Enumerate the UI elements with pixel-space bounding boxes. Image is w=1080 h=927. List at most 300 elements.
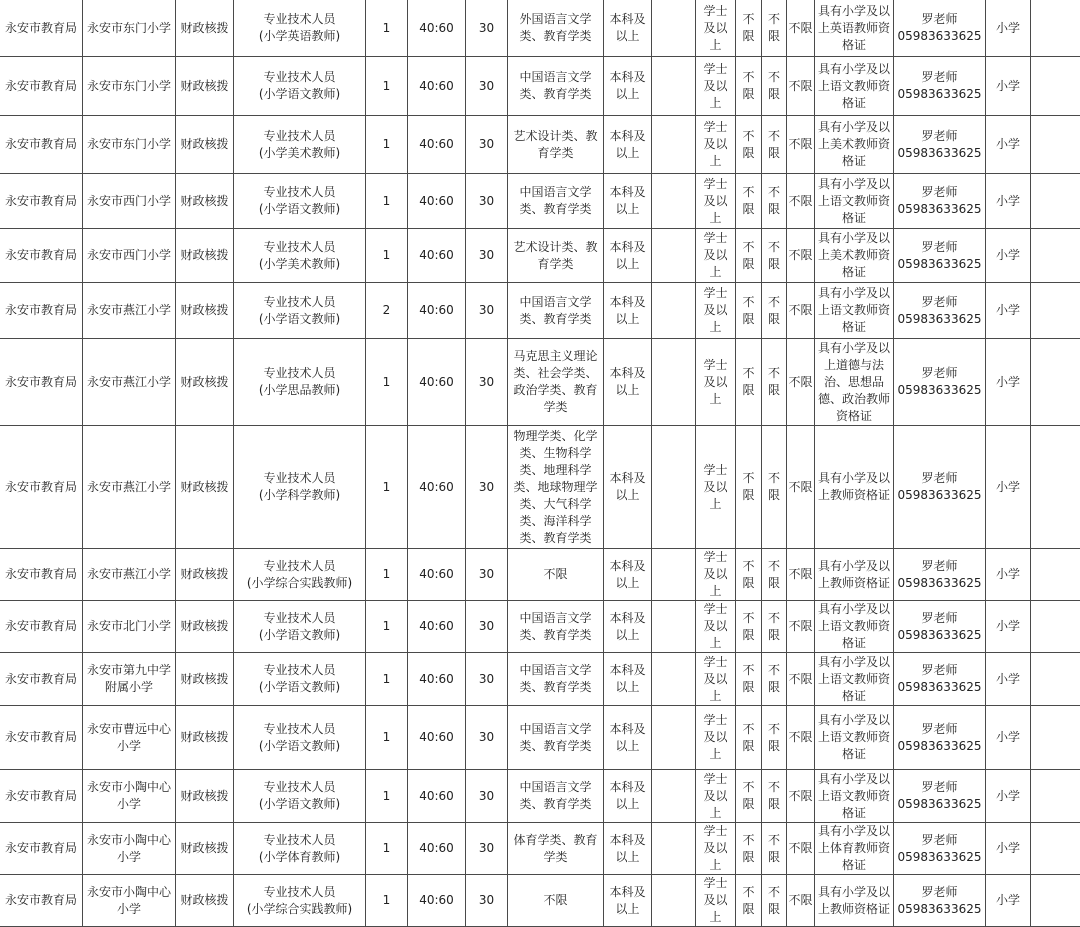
contact-name: 罗老师 — [896, 721, 983, 738]
degree-cell: 学士及以上 — [696, 339, 736, 426]
unrestricted-cell-1: 不限 — [736, 601, 762, 653]
education-cell: 本科及以上 — [604, 549, 652, 601]
post-detail: (小学语文教师) — [236, 738, 363, 755]
table-row — [0, 283, 1080, 339]
education-cell: 本科及以上 — [604, 229, 652, 283]
blank-cell — [652, 174, 696, 229]
post-detail: (小学语文教师) — [236, 201, 363, 218]
unrestricted-cell-1: 不限 — [736, 116, 762, 174]
age-cell: 30 — [466, 283, 508, 339]
major-cell: 体育学类、教育学类 — [508, 823, 604, 875]
unrestricted-cell-1: 不限 — [736, 653, 762, 706]
funding-cell: 财政核拨 — [176, 653, 234, 706]
contact-cell — [894, 174, 986, 229]
count-cell: 1 — [366, 549, 408, 601]
department-cell: 永安市教育局 — [0, 706, 83, 770]
unit-cell: 永安市燕江小学 — [83, 426, 176, 549]
major-cell: 中国语言文学类、教育学类 — [508, 706, 604, 770]
unrestricted-cell-1: 不限 — [736, 339, 762, 426]
contact-phone: 05983633625 — [896, 382, 983, 399]
age-cell: 30 — [466, 174, 508, 229]
unrestricted-cell-1: 不限 — [736, 770, 762, 823]
funding-cell: 财政核拨 — [176, 706, 234, 770]
contact-cell — [894, 823, 986, 875]
post-title: 专业技术人员 — [236, 610, 363, 627]
post-cell — [234, 823, 366, 875]
education-cell: 本科及以上 — [604, 116, 652, 174]
age-cell: 30 — [466, 0, 508, 57]
table-row — [0, 770, 1080, 823]
post-detail: (小学语文教师) — [236, 679, 363, 696]
unrestricted-cell-3: 不限 — [787, 770, 815, 823]
age-cell: 30 — [466, 426, 508, 549]
funding-cell: 财政核拨 — [176, 283, 234, 339]
contact-cell — [894, 339, 986, 426]
unrestricted-cell-1: 不限 — [736, 549, 762, 601]
age-cell: 30 — [466, 229, 508, 283]
certificate-cell: 具有小学及以上语文教师资格证 — [815, 653, 894, 706]
contact-phone: 05983633625 — [896, 849, 983, 866]
empty-cell — [1031, 426, 1080, 549]
unrestricted-cell-1: 不限 — [736, 174, 762, 229]
unit-cell: 永安市燕江小学 — [83, 339, 176, 426]
contact-name: 罗老师 — [896, 128, 983, 145]
unrestricted-cell-2: 不限 — [762, 339, 787, 426]
department-cell: 永安市教育局 — [0, 770, 83, 823]
unit-cell: 永安市东门小学 — [83, 116, 176, 174]
certificate-cell: 具有小学及以上语文教师资格证 — [815, 601, 894, 653]
post-cell — [234, 339, 366, 426]
level-cell: 小学 — [986, 174, 1031, 229]
post-cell — [234, 601, 366, 653]
contact-phone: 05983633625 — [896, 86, 983, 103]
blank-cell — [652, 57, 696, 116]
education-cell: 本科及以上 — [604, 174, 652, 229]
funding-cell: 财政核拨 — [176, 426, 234, 549]
empty-cell — [1031, 339, 1080, 426]
certificate-cell: 具有小学及以上语文教师资格证 — [815, 57, 894, 116]
ratio-cell: 40:60 — [408, 339, 466, 426]
post-title: 专业技术人员 — [236, 884, 363, 901]
unrestricted-cell-2: 不限 — [762, 229, 787, 283]
department-cell: 永安市教育局 — [0, 339, 83, 426]
post-detail: (小学语文教师) — [236, 86, 363, 103]
unrestricted-cell-2: 不限 — [762, 283, 787, 339]
ratio-cell: 40:60 — [408, 706, 466, 770]
post-detail: (小学语文教师) — [236, 796, 363, 813]
department-cell: 永安市教育局 — [0, 549, 83, 601]
post-detail: (小学语文教师) — [236, 311, 363, 328]
unrestricted-cell-2: 不限 — [762, 116, 787, 174]
blank-cell — [652, 601, 696, 653]
ratio-cell: 40:60 — [408, 770, 466, 823]
post-cell — [234, 116, 366, 174]
unrestricted-cell-1: 不限 — [736, 57, 762, 116]
table-row — [0, 601, 1080, 653]
ratio-cell: 40:60 — [408, 875, 466, 927]
unit-cell: 永安市燕江小学 — [83, 549, 176, 601]
post-detail: (小学语文教师) — [236, 627, 363, 644]
level-cell: 小学 — [986, 0, 1031, 57]
unrestricted-cell-3: 不限 — [787, 174, 815, 229]
post-cell — [234, 653, 366, 706]
blank-cell — [652, 706, 696, 770]
ratio-cell: 40:60 — [408, 57, 466, 116]
department-cell: 永安市教育局 — [0, 653, 83, 706]
contact-cell — [894, 875, 986, 927]
post-title: 专业技术人员 — [236, 239, 363, 256]
blank-cell — [652, 549, 696, 601]
post-detail: (小学思品教师) — [236, 382, 363, 399]
unrestricted-cell-3: 不限 — [787, 229, 815, 283]
age-cell: 30 — [466, 339, 508, 426]
table-row — [0, 116, 1080, 174]
post-cell — [234, 283, 366, 339]
department-cell: 永安市教育局 — [0, 875, 83, 927]
table-row — [0, 229, 1080, 283]
contact-cell — [894, 601, 986, 653]
count-cell: 1 — [366, 770, 408, 823]
count-cell: 1 — [366, 706, 408, 770]
certificate-cell: 具有小学及以上语文教师资格证 — [815, 706, 894, 770]
post-title: 专业技术人员 — [236, 11, 363, 28]
unrestricted-cell-1: 不限 — [736, 283, 762, 339]
post-detail: (小学美术教师) — [236, 256, 363, 273]
contact-cell — [894, 229, 986, 283]
empty-cell — [1031, 706, 1080, 770]
post-cell — [234, 57, 366, 116]
education-cell: 本科及以上 — [604, 706, 652, 770]
table-row — [0, 426, 1080, 549]
post-title: 专业技术人员 — [236, 128, 363, 145]
degree-cell: 学士及以上 — [696, 174, 736, 229]
age-cell: 30 — [466, 601, 508, 653]
level-cell: 小学 — [986, 875, 1031, 927]
contact-name: 罗老师 — [896, 69, 983, 86]
funding-cell: 财政核拨 — [176, 57, 234, 116]
contact-cell — [894, 549, 986, 601]
post-cell — [234, 549, 366, 601]
contact-name: 罗老师 — [896, 610, 983, 627]
contact-phone: 05983633625 — [896, 311, 983, 328]
ratio-cell: 40:60 — [408, 653, 466, 706]
funding-cell: 财政核拨 — [176, 601, 234, 653]
ratio-cell: 40:60 — [408, 549, 466, 601]
contact-phone: 05983633625 — [896, 28, 983, 45]
post-cell — [234, 426, 366, 549]
major-cell: 艺术设计类、教育学类 — [508, 229, 604, 283]
unrestricted-cell-1: 不限 — [736, 0, 762, 57]
funding-cell: 财政核拨 — [176, 339, 234, 426]
funding-cell: 财政核拨 — [176, 549, 234, 601]
contact-phone: 05983633625 — [896, 256, 983, 273]
unrestricted-cell-1: 不限 — [736, 706, 762, 770]
age-cell: 30 — [466, 653, 508, 706]
unrestricted-cell-1: 不限 — [736, 229, 762, 283]
contact-phone: 05983633625 — [896, 487, 983, 504]
table-row — [0, 57, 1080, 116]
unit-cell: 永安市燕江小学 — [83, 283, 176, 339]
post-detail: (小学综合实践教师) — [236, 575, 363, 592]
department-cell: 永安市教育局 — [0, 174, 83, 229]
table-row — [0, 174, 1080, 229]
education-cell: 本科及以上 — [604, 875, 652, 927]
unrestricted-cell-3: 不限 — [787, 549, 815, 601]
age-cell: 30 — [466, 875, 508, 927]
certificate-cell: 具有小学及以上教师资格证 — [815, 426, 894, 549]
empty-cell — [1031, 875, 1080, 927]
age-cell: 30 — [466, 706, 508, 770]
major-cell: 马克思主义理论类、社会学类、政治学类、教育学类 — [508, 339, 604, 426]
empty-cell — [1031, 116, 1080, 174]
education-cell: 本科及以上 — [604, 601, 652, 653]
degree-cell: 学士及以上 — [696, 283, 736, 339]
ratio-cell: 40:60 — [408, 229, 466, 283]
count-cell: 1 — [366, 339, 408, 426]
table-row — [0, 823, 1080, 875]
age-cell: 30 — [466, 549, 508, 601]
degree-cell: 学士及以上 — [696, 875, 736, 927]
post-title: 专业技术人员 — [236, 832, 363, 849]
contact-name: 罗老师 — [896, 11, 983, 28]
post-cell — [234, 229, 366, 283]
major-cell: 中国语言文学类、教育学类 — [508, 653, 604, 706]
post-cell — [234, 770, 366, 823]
contact-name: 罗老师 — [896, 470, 983, 487]
table-row — [0, 653, 1080, 706]
post-detail: (小学科学教师) — [236, 487, 363, 504]
unrestricted-cell-2: 不限 — [762, 653, 787, 706]
unrestricted-cell-3: 不限 — [787, 426, 815, 549]
post-title: 专业技术人员 — [236, 721, 363, 738]
post-detail: (小学体育教师) — [236, 849, 363, 866]
contact-cell — [894, 116, 986, 174]
unit-cell: 永安市西门小学 — [83, 174, 176, 229]
count-cell: 1 — [366, 426, 408, 549]
funding-cell: 财政核拨 — [176, 116, 234, 174]
department-cell: 永安市教育局 — [0, 601, 83, 653]
certificate-cell: 具有小学及以上语文教师资格证 — [815, 174, 894, 229]
ratio-cell: 40:60 — [408, 0, 466, 57]
level-cell: 小学 — [986, 549, 1031, 601]
post-title: 专业技术人员 — [236, 365, 363, 382]
age-cell: 30 — [466, 770, 508, 823]
certificate-cell: 具有小学及以上教师资格证 — [815, 875, 894, 927]
unrestricted-cell-3: 不限 — [787, 601, 815, 653]
unrestricted-cell-2: 不限 — [762, 601, 787, 653]
contact-cell — [894, 426, 986, 549]
contact-name: 罗老师 — [896, 779, 983, 796]
blank-cell — [652, 770, 696, 823]
blank-cell — [652, 823, 696, 875]
empty-cell — [1031, 770, 1080, 823]
contact-name: 罗老师 — [896, 239, 983, 256]
education-cell: 本科及以上 — [604, 770, 652, 823]
unrestricted-cell-2: 不限 — [762, 57, 787, 116]
contact-cell — [894, 0, 986, 57]
education-cell: 本科及以上 — [604, 426, 652, 549]
contact-name: 罗老师 — [896, 365, 983, 382]
count-cell: 1 — [366, 174, 408, 229]
degree-cell: 学士及以上 — [696, 770, 736, 823]
ratio-cell: 40:60 — [408, 283, 466, 339]
department-cell: 永安市教育局 — [0, 823, 83, 875]
level-cell: 小学 — [986, 57, 1031, 116]
age-cell: 30 — [466, 116, 508, 174]
education-cell: 本科及以上 — [604, 0, 652, 57]
contact-cell — [894, 706, 986, 770]
unit-cell: 永安市东门小学 — [83, 57, 176, 116]
education-cell: 本科及以上 — [604, 653, 652, 706]
certificate-cell: 具有小学及以上英语教师资格证 — [815, 0, 894, 57]
unrestricted-cell-3: 不限 — [787, 339, 815, 426]
education-cell: 本科及以上 — [604, 57, 652, 116]
major-cell: 中国语言文学类、教育学类 — [508, 174, 604, 229]
table-row — [0, 875, 1080, 927]
unrestricted-cell-2: 不限 — [762, 174, 787, 229]
department-cell: 永安市教育局 — [0, 229, 83, 283]
level-cell: 小学 — [986, 770, 1031, 823]
contact-phone: 05983633625 — [896, 738, 983, 755]
contact-name: 罗老师 — [896, 558, 983, 575]
degree-cell: 学士及以上 — [696, 823, 736, 875]
empty-cell — [1031, 653, 1080, 706]
table-row — [0, 339, 1080, 426]
education-cell: 本科及以上 — [604, 339, 652, 426]
department-cell: 永安市教育局 — [0, 57, 83, 116]
level-cell: 小学 — [986, 116, 1031, 174]
count-cell: 2 — [366, 283, 408, 339]
count-cell: 1 — [366, 601, 408, 653]
unit-cell: 永安市小陶中心小学 — [83, 875, 176, 927]
education-cell: 本科及以上 — [604, 823, 652, 875]
unrestricted-cell-2: 不限 — [762, 875, 787, 927]
certificate-cell: 具有小学及以上教师资格证 — [815, 549, 894, 601]
unrestricted-cell-3: 不限 — [787, 0, 815, 57]
funding-cell: 财政核拨 — [176, 823, 234, 875]
post-title: 专业技术人员 — [236, 69, 363, 86]
level-cell: 小学 — [986, 653, 1031, 706]
certificate-cell: 具有小学及以上体育教师资格证 — [815, 823, 894, 875]
contact-phone: 05983633625 — [896, 201, 983, 218]
unrestricted-cell-1: 不限 — [736, 875, 762, 927]
unrestricted-cell-2: 不限 — [762, 823, 787, 875]
blank-cell — [652, 283, 696, 339]
post-title: 专业技术人员 — [236, 470, 363, 487]
post-title: 专业技术人员 — [236, 184, 363, 201]
count-cell: 1 — [366, 653, 408, 706]
degree-cell: 学士及以上 — [696, 653, 736, 706]
contact-name: 罗老师 — [896, 832, 983, 849]
age-cell: 30 — [466, 823, 508, 875]
contact-phone: 05983633625 — [896, 575, 983, 592]
level-cell: 小学 — [986, 229, 1031, 283]
count-cell: 1 — [366, 0, 408, 57]
major-cell: 中国语言文学类、教育学类 — [508, 770, 604, 823]
empty-cell — [1031, 823, 1080, 875]
contact-cell — [894, 57, 986, 116]
level-cell: 小学 — [986, 706, 1031, 770]
degree-cell: 学士及以上 — [696, 116, 736, 174]
major-cell: 艺术设计类、教育学类 — [508, 116, 604, 174]
post-cell — [234, 0, 366, 57]
major-cell: 不限 — [508, 875, 604, 927]
count-cell: 1 — [366, 229, 408, 283]
contact-phone: 05983633625 — [896, 627, 983, 644]
post-cell — [234, 174, 366, 229]
post-detail: (小学综合实践教师) — [236, 901, 363, 918]
funding-cell: 财政核拨 — [176, 229, 234, 283]
blank-cell — [652, 653, 696, 706]
empty-cell — [1031, 229, 1080, 283]
level-cell: 小学 — [986, 283, 1031, 339]
unrestricted-cell-2: 不限 — [762, 770, 787, 823]
ratio-cell: 40:60 — [408, 426, 466, 549]
degree-cell: 学士及以上 — [696, 57, 736, 116]
post-title: 专业技术人员 — [236, 294, 363, 311]
degree-cell: 学士及以上 — [696, 706, 736, 770]
certificate-cell: 具有小学及以上美术教师资格证 — [815, 116, 894, 174]
unit-cell: 永安市第九中学附属小学 — [83, 653, 176, 706]
post-cell — [234, 706, 366, 770]
major-cell: 不限 — [508, 549, 604, 601]
contact-cell — [894, 770, 986, 823]
unrestricted-cell-3: 不限 — [787, 116, 815, 174]
post-cell — [234, 875, 366, 927]
unit-cell: 永安市北门小学 — [83, 601, 176, 653]
empty-cell — [1031, 174, 1080, 229]
certificate-cell: 具有小学及以上道德与法治、思想品德、政治教师资格证 — [815, 339, 894, 426]
major-cell: 外国语言文学类、教育学类 — [508, 0, 604, 57]
degree-cell: 学士及以上 — [696, 601, 736, 653]
unit-cell: 永安市曹远中心小学 — [83, 706, 176, 770]
contact-cell — [894, 283, 986, 339]
unit-cell: 永安市西门小学 — [83, 229, 176, 283]
empty-cell — [1031, 601, 1080, 653]
count-cell: 1 — [366, 116, 408, 174]
contact-phone: 05983633625 — [896, 901, 983, 918]
unrestricted-cell-3: 不限 — [787, 875, 815, 927]
contact-name: 罗老师 — [896, 662, 983, 679]
table-row — [0, 549, 1080, 601]
department-cell: 永安市教育局 — [0, 283, 83, 339]
major-cell: 中国语言文学类、教育学类 — [508, 601, 604, 653]
certificate-cell: 具有小学及以上美术教师资格证 — [815, 229, 894, 283]
post-title: 专业技术人员 — [236, 558, 363, 575]
blank-cell — [652, 0, 696, 57]
empty-cell — [1031, 0, 1080, 57]
degree-cell: 学士及以上 — [696, 426, 736, 549]
contact-phone: 05983633625 — [896, 796, 983, 813]
contact-name: 罗老师 — [896, 294, 983, 311]
education-cell: 本科及以上 — [604, 283, 652, 339]
count-cell: 1 — [366, 823, 408, 875]
blank-cell — [652, 426, 696, 549]
unrestricted-cell-3: 不限 — [787, 57, 815, 116]
unrestricted-cell-1: 不限 — [736, 426, 762, 549]
unrestricted-cell-2: 不限 — [762, 426, 787, 549]
blank-cell — [652, 116, 696, 174]
unit-cell: 永安市小陶中心小学 — [83, 770, 176, 823]
funding-cell: 财政核拨 — [176, 174, 234, 229]
unit-cell: 永安市东门小学 — [83, 0, 176, 57]
post-title: 专业技术人员 — [236, 779, 363, 796]
unrestricted-cell-3: 不限 — [787, 283, 815, 339]
count-cell: 1 — [366, 875, 408, 927]
degree-cell: 学士及以上 — [696, 0, 736, 57]
unrestricted-cell-2: 不限 — [762, 0, 787, 57]
table-row — [0, 706, 1080, 770]
